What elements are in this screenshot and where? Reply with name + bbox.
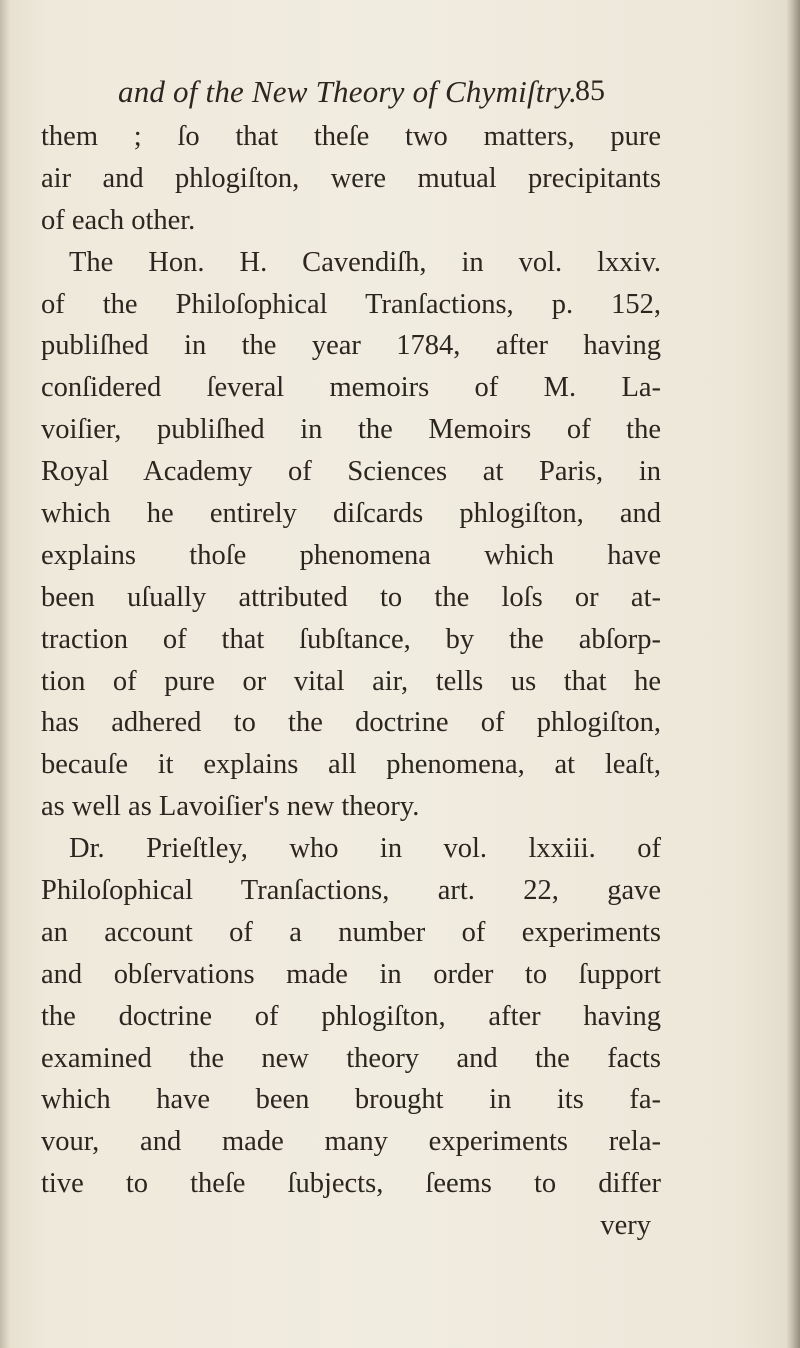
- text-line: an account of a number of experiments: [41, 916, 661, 948]
- text-line: examined the new theory and the facts: [41, 1042, 661, 1074]
- catchword: very: [600, 1210, 651, 1242]
- text-line: vour, and made many experiments rela-: [41, 1126, 661, 1158]
- text-line: voiſier, publiſhed in the Memoirs of the: [41, 414, 661, 446]
- text-line: tion of pure or vital air, tells us that he: [41, 665, 661, 697]
- text-line: the doctrine of phlogiſton, after having: [41, 1000, 661, 1032]
- text-line: which have been brought in its fa-: [41, 1084, 661, 1116]
- text-line: conſidered ſeveral memoirs of M. La-: [41, 372, 661, 404]
- text-line: been uſually attributed to the loſs or at-: [41, 581, 661, 613]
- page-gutter-shadow: [0, 0, 10, 1348]
- text-line: of each other.: [41, 204, 196, 236]
- text-line: as well as Lavoiſier's new theory.: [41, 791, 420, 823]
- page-edge-shadow: [786, 0, 800, 1348]
- text-line: which he entirely diſcards phlogiſton, and: [41, 498, 661, 530]
- paragraph-start-line: The Hon. H. Cavendiſh, in vol. lxxiv.: [69, 246, 661, 278]
- paragraph-start-line: Dr. Prieſtley, who in vol. lxxiii. of: [69, 833, 661, 865]
- text-line: has adhered to the doctrine of phlogiſton,: [41, 707, 661, 739]
- text-line: tive to theſe ſubjects, ſeems to differ: [41, 1168, 661, 1200]
- text-line: and obſervations made in order to ſupport: [41, 958, 661, 990]
- text-line: of the Philoſophical Tranſactions, p. 152,: [41, 288, 661, 320]
- text-line: publiſhed in the year 1784, after having: [41, 330, 661, 362]
- text-line: explains thoſe phenomena which have: [41, 539, 661, 571]
- text-line: Philoſophical Tranſactions, art. 22, gave: [41, 875, 661, 907]
- body-text: [41, 116, 661, 1247]
- text-line: becauſe it explains all phenomena, at leaſt,: [41, 749, 661, 781]
- text-line: traction of that ſubſtance, by the abſorp-: [41, 623, 661, 655]
- text-line: air and phlogiſton, were mutual precipitants: [41, 162, 661, 194]
- page-header: [0, 74, 800, 114]
- running-head: and of the New Theory of Chymiſtry.: [118, 74, 578, 109]
- text-line: them ; ſo that theſe two matters, pure: [41, 121, 661, 152]
- text-line: Royal Academy of Sciences at Paris, in: [41, 456, 661, 488]
- page-number: 85: [575, 74, 605, 107]
